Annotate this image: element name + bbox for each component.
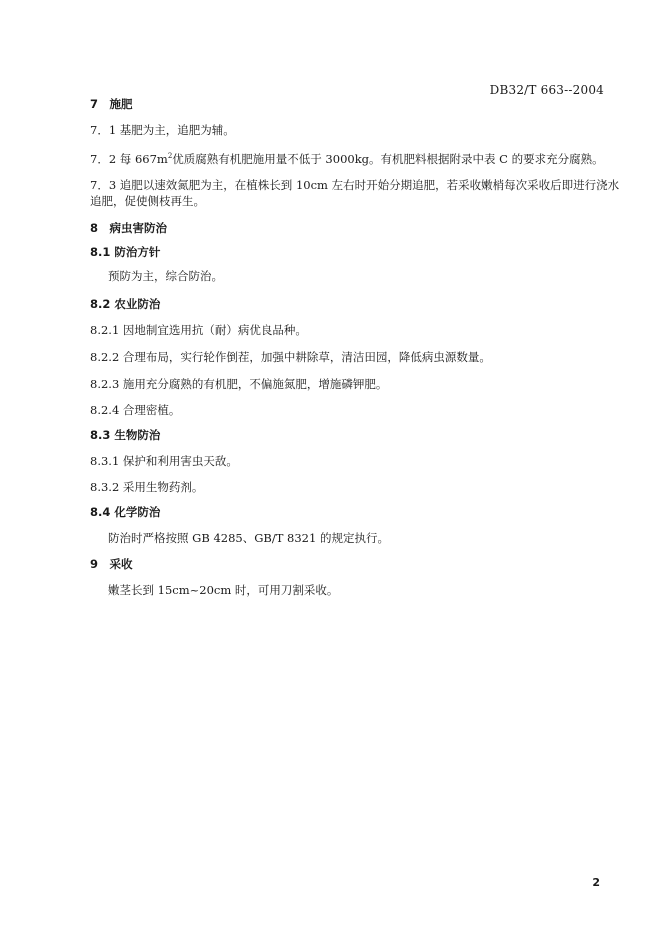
clause-8-1-title: 8.1 防治方针 <box>90 245 161 259</box>
section-8-title: 8 病虫害防治 <box>90 221 168 235</box>
clause-8-4-text: 防治时严格按照 GB 4285、GB/T 8321 的规定执行。 <box>108 531 389 545</box>
clause-7-2-pre: 7．2 每 667m <box>90 152 168 166</box>
clause-7-1: 7．1 基肥为主，追肥为辅。 <box>90 123 235 137</box>
clause-8-3-1: 8.3.1 保护和利用害虫天敌。 <box>90 454 238 468</box>
clause-8-2-4: 8.2.4 合理密植。 <box>90 403 181 417</box>
clause-8-3-title: 8.3 生物防治 <box>90 428 161 442</box>
clause-8-2-title: 8.2 农业防治 <box>90 297 161 311</box>
clause-8-2-1: 8.2.1 因地制宜选用抗（耐）病优良品种。 <box>90 323 307 337</box>
clause-7-2-sup: 2 <box>167 152 173 161</box>
section-9-text: 嫩茎长到 15cm~20cm 时，可用刀割采收。 <box>108 583 339 597</box>
section-7-title: 7 施肥 <box>90 97 133 111</box>
clause-7-2-post: 优质腐熟有机肥施用量不低于 3000kg。有机肥料根据附录中表 C 的要求充分腐熟。 <box>172 152 604 166</box>
clause-8-1-text: 预防为主，综合防治。 <box>108 269 223 283</box>
page-number: 2 <box>592 876 600 889</box>
standard-code: DB32/T 663--2004 <box>489 83 604 97</box>
clause-7-2 <box>90 151 604 167</box>
clause-8-2-3: 8.2.3 施用充分腐熟的有机肥，不偏施氮肥，增施磷钾肥。 <box>90 377 388 391</box>
clause-7-3-line2: 追肥，促使侧枝再生。 <box>90 194 205 208</box>
clause-7-3-line1: 7．3 追肥以速效氮肥为主，在植株长到 10cm 左右时开始分期追肥，若采收嫩梢每次采收后即进行浇水 <box>90 178 620 192</box>
section-9-title: 9 采收 <box>90 557 133 571</box>
clause-8-4-title: 8.4 化学防治 <box>90 505 161 519</box>
clause-8-2-2: 8.2.2 合理布局，实行轮作倒茬，加强中耕除草，清洁田园，降低病虫源数量。 <box>90 350 491 364</box>
clause-8-3-2: 8.3.2 采用生物药剂。 <box>90 480 204 494</box>
